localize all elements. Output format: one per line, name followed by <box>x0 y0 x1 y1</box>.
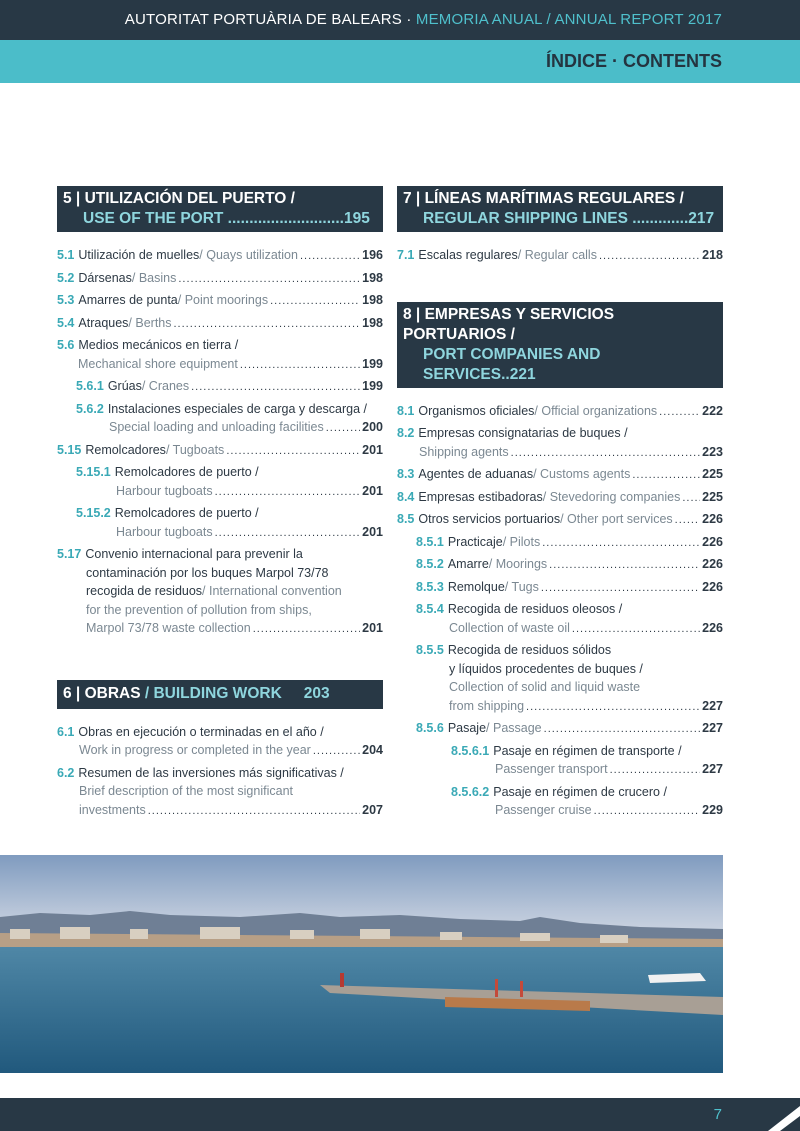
leader-dots <box>549 557 700 571</box>
leader-dots <box>511 445 700 459</box>
leader-dots <box>191 379 360 393</box>
entry-number: 8.5.3 <box>416 579 444 594</box>
entry-title-en: Brief description of the most significant <box>79 784 293 798</box>
entry-title-es: Grúas <box>107 379 142 393</box>
left-column <box>57 186 383 823</box>
entry-title-en: / Regular calls <box>517 248 597 262</box>
entry-title-en: Collection of waste oil <box>449 620 570 635</box>
leader-dots <box>541 580 700 594</box>
toc-entry[interactable] <box>397 641 723 715</box>
toc-entry[interactable] <box>397 783 723 820</box>
entry-title-en: Shipping agents <box>419 444 509 459</box>
entry-number: 8.5.6.1 <box>451 743 490 758</box>
entry-title-en: / Official organizations <box>534 403 658 418</box>
entry-page: 223 <box>702 444 723 459</box>
toc-entry[interactable] <box>397 719 723 738</box>
toc-entry[interactable] <box>397 578 723 597</box>
entry-number: 8.5.5 <box>416 643 444 657</box>
entry-number: 5.3 <box>57 293 75 307</box>
separator: · <box>401 11 416 28</box>
entry-number: 8.3 <box>397 467 415 481</box>
entry-page: 226 <box>702 534 723 549</box>
toc-entry[interactable] <box>397 488 723 507</box>
section-title-es: 7 | LÍNEAS MARÍTIMAS REGULARES / <box>403 190 684 207</box>
entry-page: 229 <box>702 803 723 817</box>
entry-title-es: Recogida de residuos oleosos / <box>447 602 623 616</box>
corner-stripe-icon <box>740 1098 800 1131</box>
entry-title-es: Resumen de las inversiones más significativas / <box>78 765 344 780</box>
entry-number: 5.6 <box>57 338 75 352</box>
entry-title-es: Organismos oficiales <box>418 403 535 418</box>
entry-page: 198 <box>362 315 383 330</box>
leader-dots <box>326 420 360 434</box>
entry-title-en: / Tugboats <box>165 442 225 457</box>
entry-page: 226 <box>702 579 723 594</box>
entry-title-en: / Passage <box>486 721 542 735</box>
toc-entry[interactable] <box>57 291 383 310</box>
entry-title-es: contaminación por los buques Marpol 73/78 <box>86 565 329 580</box>
entry-title-es: Pasaje en régimen de crucero / <box>493 784 667 799</box>
leader-dots <box>599 248 700 262</box>
entry-title-en: / International convention <box>202 584 342 598</box>
toc-entry[interactable] <box>57 400 383 437</box>
leader-dots <box>174 316 361 330</box>
entry-number: 5.6.2 <box>76 401 104 416</box>
leader-dots <box>270 293 360 307</box>
entry-number: 6.2 <box>57 765 75 780</box>
entry-title-en: Work in progress or completed in the year <box>79 743 311 757</box>
entry-title-en: Passenger transport <box>495 762 608 776</box>
toc-entry[interactable] <box>57 545 383 638</box>
toc-entry[interactable] <box>57 377 383 396</box>
toc-entry[interactable] <box>397 742 723 779</box>
entry-title-es: Amarre <box>447 557 489 571</box>
leader-dots <box>300 248 360 262</box>
entry-page: 225 <box>702 489 723 504</box>
section-title-es: 5 | UTILIZACIÓN DEL PUERTO / <box>63 190 295 207</box>
toc-entry[interactable] <box>57 463 383 500</box>
entry-number: 6.1 <box>57 724 75 739</box>
entry-title-en: / Berths <box>128 315 172 330</box>
entry-page: 204 <box>362 743 383 757</box>
org-name: AUTORITAT PORTUÀRIA DE BALEARS <box>124 11 402 28</box>
indice-label: ÍNDICE <box>545 51 607 71</box>
entry-title-en: / Customs agents <box>533 467 631 481</box>
leader-dots <box>526 699 700 713</box>
slash: / <box>542 11 555 28</box>
entry-title-es: Remolque <box>447 579 505 594</box>
contents-label: CONTENTS <box>623 51 722 71</box>
entry-number: 8.5.1 <box>416 534 444 549</box>
toc-entry[interactable] <box>57 314 383 333</box>
entry-page: 225 <box>702 467 723 481</box>
entry-title-es: Agentes de aduanas <box>418 467 534 481</box>
leader-dots <box>610 762 701 776</box>
page-title <box>546 51 722 72</box>
entry-page: 198 <box>362 293 383 307</box>
toc-entry[interactable] <box>397 555 723 574</box>
entry-page: 201 <box>362 483 383 498</box>
entry-number: 8.2 <box>397 426 415 440</box>
leader-dots <box>682 490 700 504</box>
section-title-en: / BUILDING WORK <box>140 684 282 702</box>
entry-title-en: Passenger cruise <box>495 803 592 817</box>
entry-title-es: Atraques <box>78 315 129 330</box>
entry-page: 198 <box>362 270 383 285</box>
entry-title-es: Pasaje <box>447 721 487 735</box>
toc-entry[interactable] <box>57 764 383 820</box>
report-title <box>125 11 722 28</box>
entry-title-es: Remolcadores <box>85 442 166 457</box>
entry-number: 5.2 <box>57 270 75 285</box>
entry-title-es: Utilización de muelles <box>78 248 200 262</box>
section-title-en: PORT COMPANIES AND SERVICES..221 <box>423 345 601 383</box>
entry-title-es: Convenio internacional para prevenir la <box>85 547 303 561</box>
entry-number: 5.15 <box>57 442 82 457</box>
toc-entry[interactable] <box>397 424 723 461</box>
leader-dots <box>675 512 700 526</box>
entry-page: 226 <box>702 620 723 635</box>
toc-entry[interactable] <box>397 465 723 484</box>
entry-title-en: / Other port services <box>560 512 673 526</box>
leader-dots <box>594 803 701 817</box>
entry-page: 199 <box>362 356 383 371</box>
entry-page: 226 <box>702 512 723 526</box>
leader-dots <box>253 621 360 635</box>
section-page: 203 <box>303 684 330 702</box>
leader-dots <box>542 535 700 549</box>
entry-title-es: y líquidos procedentes de buques / <box>449 661 643 676</box>
entry-number: 5.15.2 <box>76 506 111 520</box>
entry-page: 218 <box>702 248 723 262</box>
leader-dots <box>148 803 360 817</box>
section-8-entries <box>397 402 723 820</box>
leader-dots <box>240 357 360 371</box>
entry-title-en: / Point moorings <box>177 293 269 307</box>
toc-entry[interactable] <box>57 723 383 760</box>
entry-number: 5.15.1 <box>76 465 111 479</box>
entry-page: 207 <box>362 802 383 817</box>
entry-page: 196 <box>362 248 383 262</box>
entry-title-es: Dársenas <box>78 270 132 285</box>
leader-dots <box>572 621 700 635</box>
section-title-en: REGULAR SHIPPING LINES .............217 <box>423 210 715 227</box>
section-6-entries <box>57 723 383 820</box>
entry-page: 227 <box>702 698 723 713</box>
section-8-header[interactable] <box>397 302 723 388</box>
entry-title-es: Remolcadores de puerto / <box>114 465 259 479</box>
entry-title-en: / Cranes <box>141 379 190 393</box>
footer-bar <box>0 1098 800 1131</box>
toc-entry[interactable] <box>57 246 383 265</box>
entry-title-es: Practicaje <box>447 534 503 549</box>
toc-entry[interactable] <box>57 504 383 541</box>
entry-page: 201 <box>362 621 383 635</box>
right-column <box>397 186 723 824</box>
page-number: 7 <box>713 1106 722 1123</box>
entry-title-en: Collection of solid and liquid waste <box>449 680 641 694</box>
toc-entry[interactable] <box>397 402 723 421</box>
leader-dots <box>226 443 360 457</box>
entry-title-en: for the prevention of pollution from ships, <box>86 602 312 617</box>
port-photo <box>0 855 723 1073</box>
entry-page: 222 <box>702 403 723 418</box>
section-6-header[interactable] <box>57 680 383 709</box>
entry-title-es: Amarres de punta <box>78 293 178 307</box>
section-7-entries <box>397 246 723 265</box>
entry-title-en: Mechanical shore equipment <box>78 356 238 371</box>
entry-number: 5.17 <box>57 547 82 561</box>
entry-page: 201 <box>362 442 383 457</box>
entry-title-es: recogida de residuos <box>86 584 203 598</box>
section-title-es: 8 | EMPRESAS Y SERVICIOS PORTUARIOS / <box>403 305 615 343</box>
annual-report-label: ANNUAL REPORT 2017 <box>554 11 722 28</box>
entry-title-en: / Tugs <box>504 579 539 594</box>
entry-title-en: Harbour tugboats <box>116 524 213 539</box>
entry-title-es: Medios mecánicos en tierra / <box>78 338 239 352</box>
entry-title-en: / Quays utilization <box>199 248 298 262</box>
entry-page: 227 <box>702 762 723 776</box>
entry-title-es: Empresas estibadoras <box>418 489 543 504</box>
leader-dots <box>544 721 701 735</box>
entry-page: 200 <box>362 420 383 434</box>
leader-dots <box>178 271 360 285</box>
toc-entry[interactable] <box>57 269 383 288</box>
leader-dots <box>215 484 361 498</box>
memoria-label: MEMORIA ANUAL <box>415 11 543 28</box>
entry-number: 8.5.6.2 <box>451 784 490 799</box>
leader-dots <box>632 467 700 481</box>
section-5-entries <box>57 246 383 638</box>
entry-title-en: investments <box>79 802 146 817</box>
entry-title-en: / Stevedoring companies <box>542 489 681 504</box>
entry-title-es: Otros servicios portuarios <box>418 512 561 526</box>
entry-number: 8.5 <box>397 512 415 526</box>
toc-entry[interactable] <box>57 441 383 460</box>
entry-title-es: Remolcadores de puerto / <box>114 506 259 520</box>
section-title-en: USE OF THE PORT ...........................195 <box>83 210 370 227</box>
entry-title-es: Pasaje en régimen de transporte / <box>493 743 682 758</box>
entry-number: 8.4 <box>397 489 415 504</box>
entry-title-en: / Basins <box>131 270 177 285</box>
entry-title-en: from shipping <box>449 698 525 713</box>
header-bar <box>0 0 800 40</box>
entry-title-es: Instalaciones especiales de carga y descarga / <box>107 401 367 416</box>
leader-dots <box>659 404 700 418</box>
entry-title-es: Empresas consignatarias de buques / <box>418 426 628 440</box>
entry-number: 5.4 <box>57 315 75 330</box>
leader-dots <box>215 525 361 539</box>
toc-entry[interactable] <box>397 510 723 529</box>
entry-title-en: / Pilots <box>502 534 541 549</box>
section-title-es: 6 | OBRAS <box>63 684 141 702</box>
toc-entry[interactable] <box>397 600 723 637</box>
entry-title-es: Obras en ejecución o terminadas en el año / <box>78 724 324 739</box>
toc-entry[interactable] <box>397 246 723 265</box>
entry-title-en: Marpol 73/78 waste collection <box>86 621 251 635</box>
section-5-header[interactable] <box>57 186 383 232</box>
entry-number: 8.5.2 <box>416 557 444 571</box>
section-7-header[interactable] <box>397 186 723 232</box>
entry-number: 8.1 <box>397 403 415 418</box>
entry-page: 199 <box>362 379 383 393</box>
entry-number: 5.1 <box>57 248 75 262</box>
entry-number: 8.5.4 <box>416 602 444 616</box>
entry-title-es: Escalas regulares <box>418 248 518 262</box>
toc-entry[interactable] <box>397 533 723 552</box>
entry-page: 201 <box>362 524 383 539</box>
entry-page: 226 <box>702 557 723 571</box>
entry-number: 5.6.1 <box>76 379 104 393</box>
leader-dots <box>313 743 360 757</box>
entry-page: 227 <box>702 721 723 735</box>
entry-title-en: Harbour tugboats <box>116 483 213 498</box>
entry-title-en: Special loading and unloading facilities <box>109 420 324 434</box>
entry-number: 7.1 <box>397 248 415 262</box>
entry-title-es: Recogida de residuos sólidos <box>447 643 612 657</box>
entry-number: 8.5.6 <box>416 721 444 735</box>
toc-entry[interactable] <box>57 336 383 373</box>
separator: · <box>607 51 623 71</box>
entry-title-en: / Moorings <box>488 557 548 571</box>
